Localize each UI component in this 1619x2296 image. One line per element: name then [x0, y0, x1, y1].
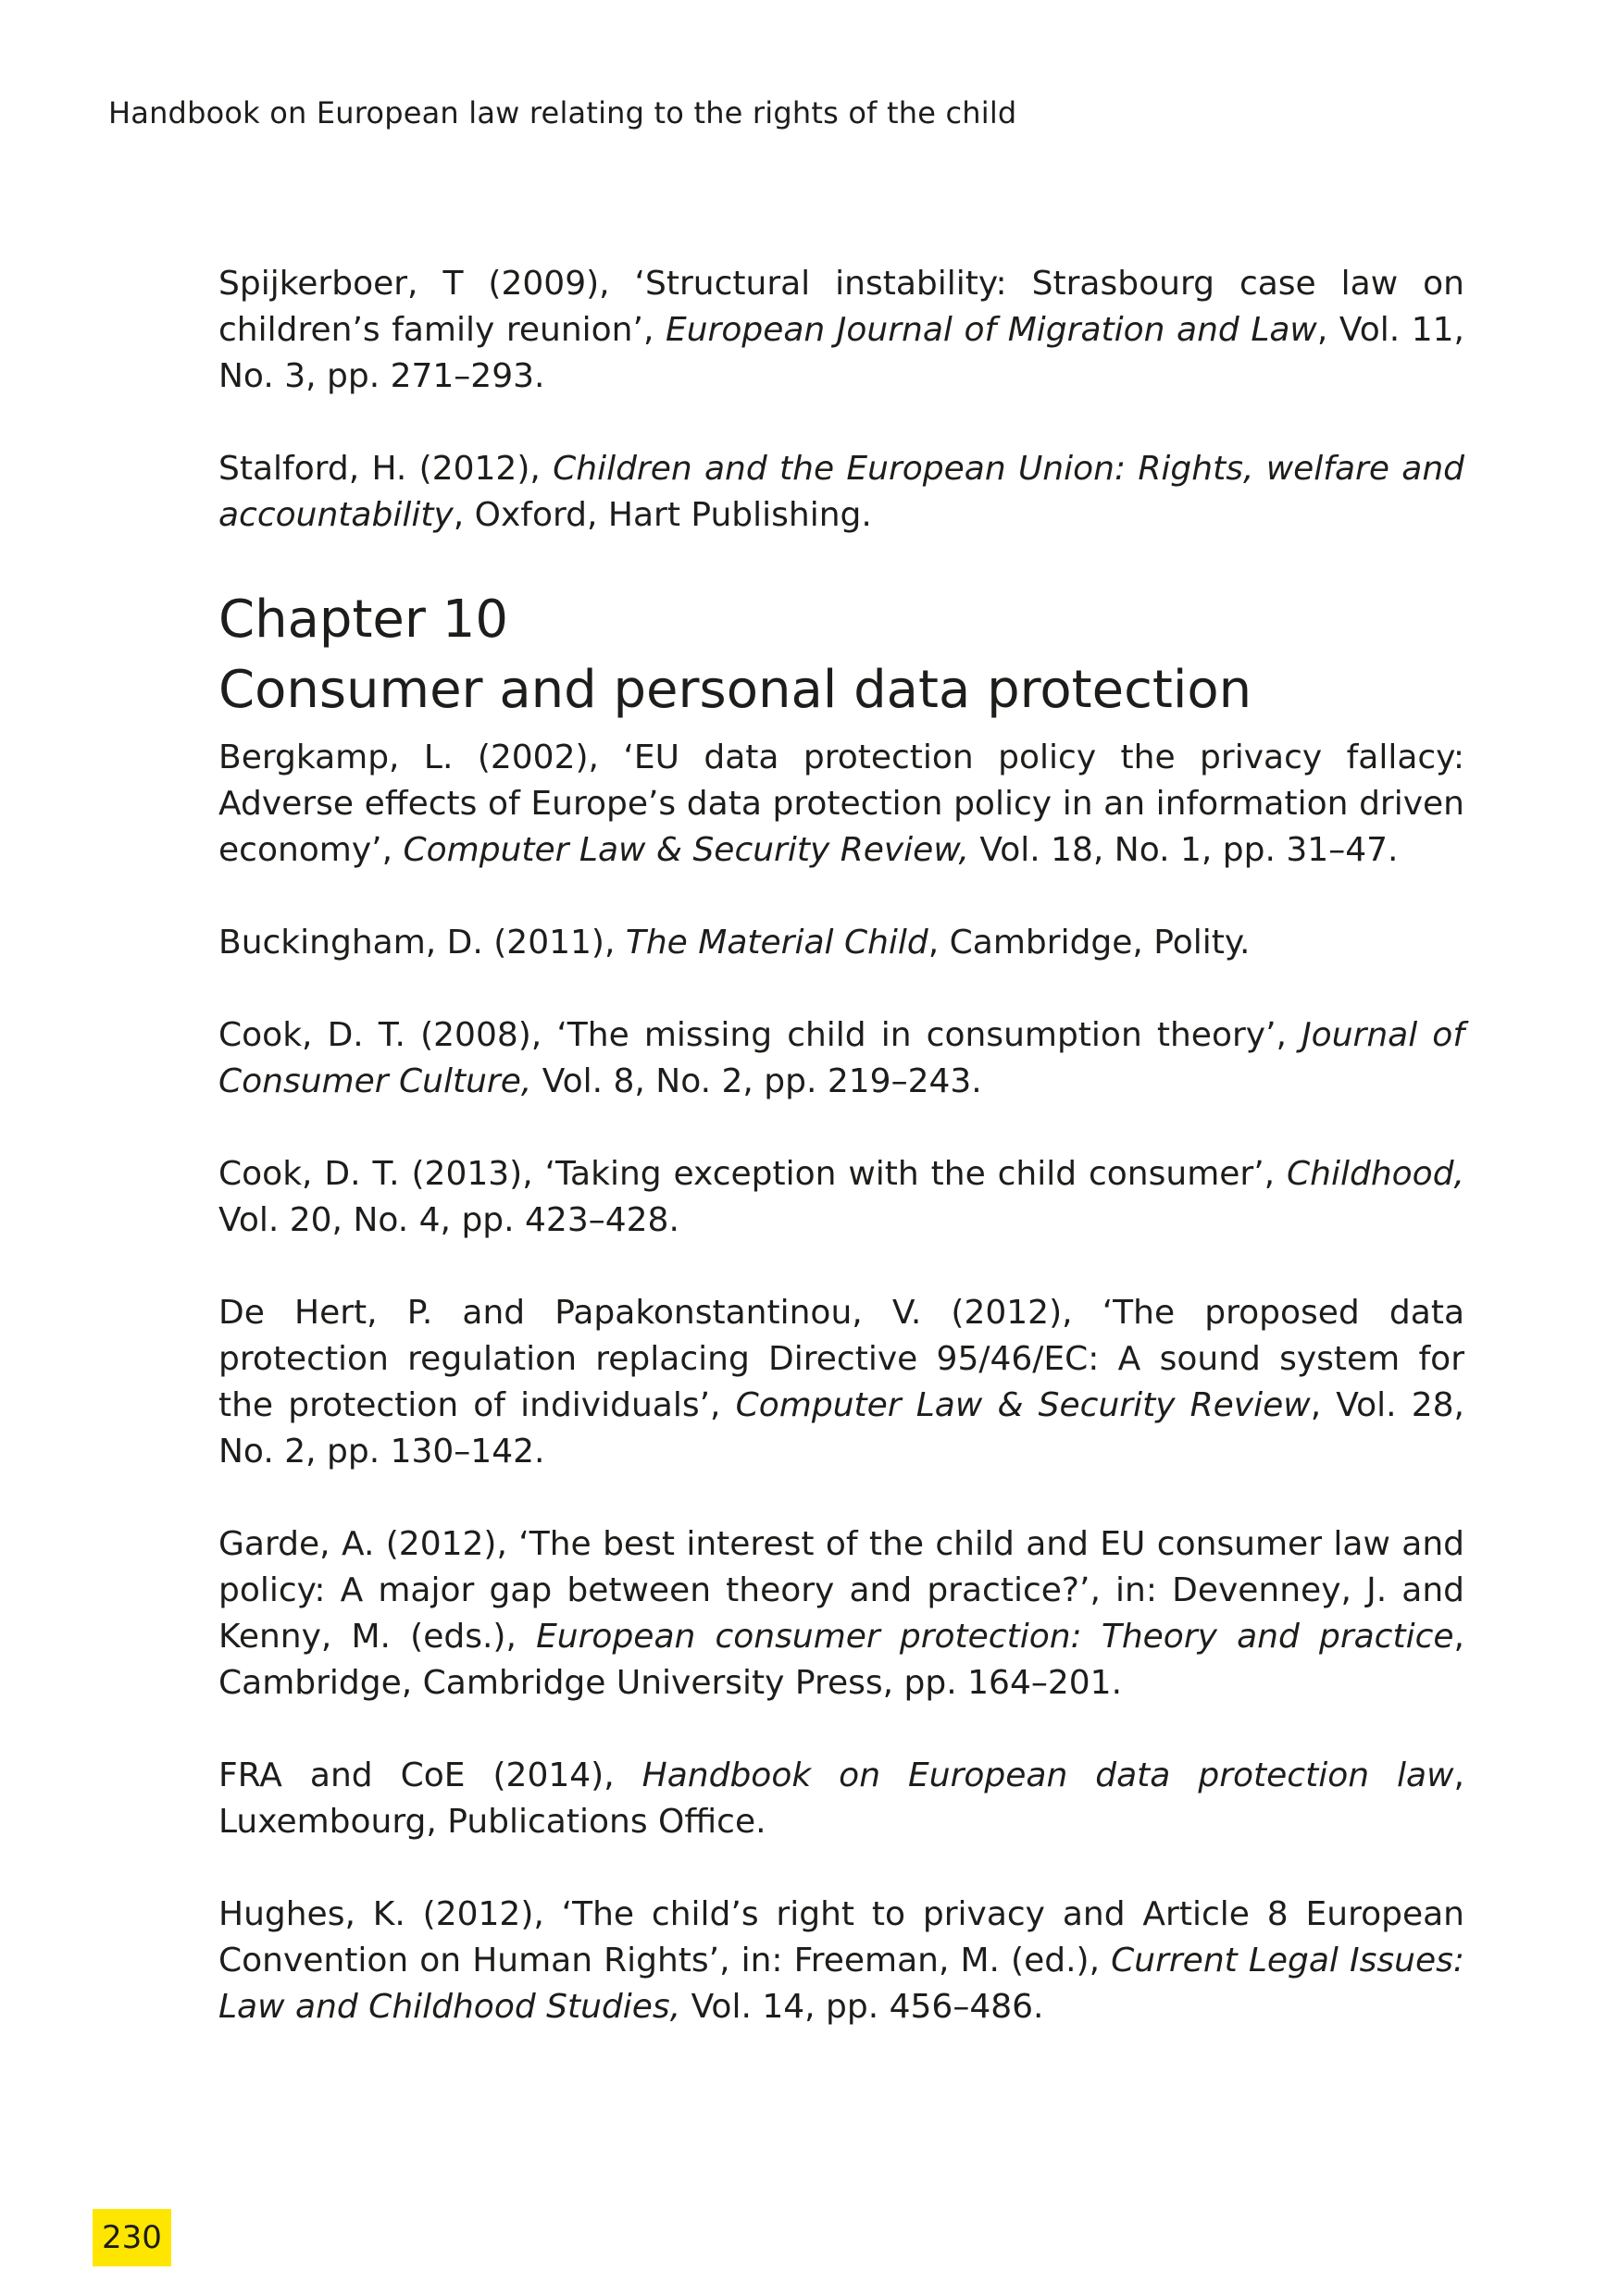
running-header: Handbook on European law relating to the rights of the child — [108, 95, 1017, 130]
reference-details: , Oxford, Hart Publishing. — [453, 496, 872, 534]
reference-title: Childhood, — [1287, 1155, 1464, 1193]
reference-details: , Vol. 28, No. 2, pp. 130–142. — [218, 1386, 1464, 1471]
reference-text: Spijkerboer, T (2009), ‘Structural instability: Strasbourg case law on children’s family reunion’, — [218, 265, 1464, 349]
reference-entry — [218, 1151, 1464, 1244]
page-number-badge: 230 — [93, 2209, 171, 2266]
reference-details: , Vol. 11, No. 3, pp. 271–293. — [218, 311, 1464, 395]
reference-entry — [218, 920, 1464, 966]
reference-title: Current Legal Issues: Law and Childhood Studies, — [218, 1942, 1464, 2026]
chapter-title: Consumer and personal data protection — [218, 660, 1252, 720]
reference-title: Computer Law & Security Review, — [403, 831, 969, 869]
reference-details: , Cambridge, Cambridge University Press, pp. 164–201. — [218, 1618, 1464, 1702]
reference-details: , Cambridge, Polity. — [928, 924, 1251, 962]
reference-entry — [218, 446, 1464, 539]
reference-details: Vol. 20, No. 4, pp. 423–428. — [218, 1201, 679, 1239]
reference-title: European consumer protection: Theory and practice — [536, 1618, 1454, 1656]
reference-title: European Journal of Migration and Law — [665, 311, 1317, 349]
reference-text: Cook, D. T. (2008), ‘The missing child in consumption theory’, — [218, 1016, 1302, 1054]
reference-entry — [218, 1753, 1464, 1845]
reference-details: , Luxembourg, Publications Office. — [218, 1756, 1464, 1841]
reference-text: FRA and CoE (2014), — [218, 1756, 642, 1794]
reference-details: Vol. 18, No. 1, pp. 31–47. — [968, 831, 1399, 869]
reference-title: Handbook on European data protection law — [641, 1756, 1454, 1794]
reference-text: Buckingham, D. (2011), — [218, 924, 626, 962]
reference-entry — [218, 1290, 1464, 1475]
reference-entry — [218, 261, 1464, 400]
reference-entry — [218, 1892, 1464, 2030]
reference-title: Computer Law & Security Review — [735, 1386, 1311, 1424]
reference-title: Journal of Consumer Culture, — [218, 1016, 1464, 1100]
reference-title: The Material Child — [625, 924, 928, 962]
reference-details: Vol. 14, pp. 456–486. — [680, 1988, 1044, 2026]
reference-text: Hughes, K. (2012), ‘The child’s right to privacy and Article 8 European Convention on Human Rights’, in: Freeman, M. (ed.), — [218, 1895, 1464, 1980]
reference-entry — [218, 1521, 1464, 1706]
reference-text: Bergkamp, L. (2002), ‘EU data protection policy the privacy fallacy: Adverse effects of Europe’s data protection policy in an information driven economy’, — [218, 738, 1464, 869]
chapter-number: Chapter 10 — [218, 590, 508, 650]
reference-text: Stalford, H. (2012), — [218, 450, 554, 488]
reference-entry — [218, 735, 1464, 874]
reference-text: Garde, A. (2012), ‘The best interest of the child and EU consumer law and policy: A major gap between theory and practice?’, in: Devenney, J. and Kenny, M. (eds.), — [218, 1525, 1464, 1656]
reference-title: Children and the European Union: Rights, welfare and accountability — [218, 450, 1464, 534]
reference-text: Cook, D. T. (2013), ‘Taking exception with the child consumer’, — [218, 1155, 1288, 1193]
reference-text: De Hert, P. and Papakonstantinou, V. (2012), ‘The proposed data protection regulation replacing Directive 95/46/EC: A sound system for the protection of individuals’, — [218, 1294, 1464, 1424]
bibliography-content — [218, 261, 1464, 2077]
chapter-heading — [218, 585, 1464, 726]
reference-entry — [218, 1012, 1464, 1105]
reference-details: Vol. 8, No. 2, pp. 219–243. — [531, 1062, 982, 1100]
